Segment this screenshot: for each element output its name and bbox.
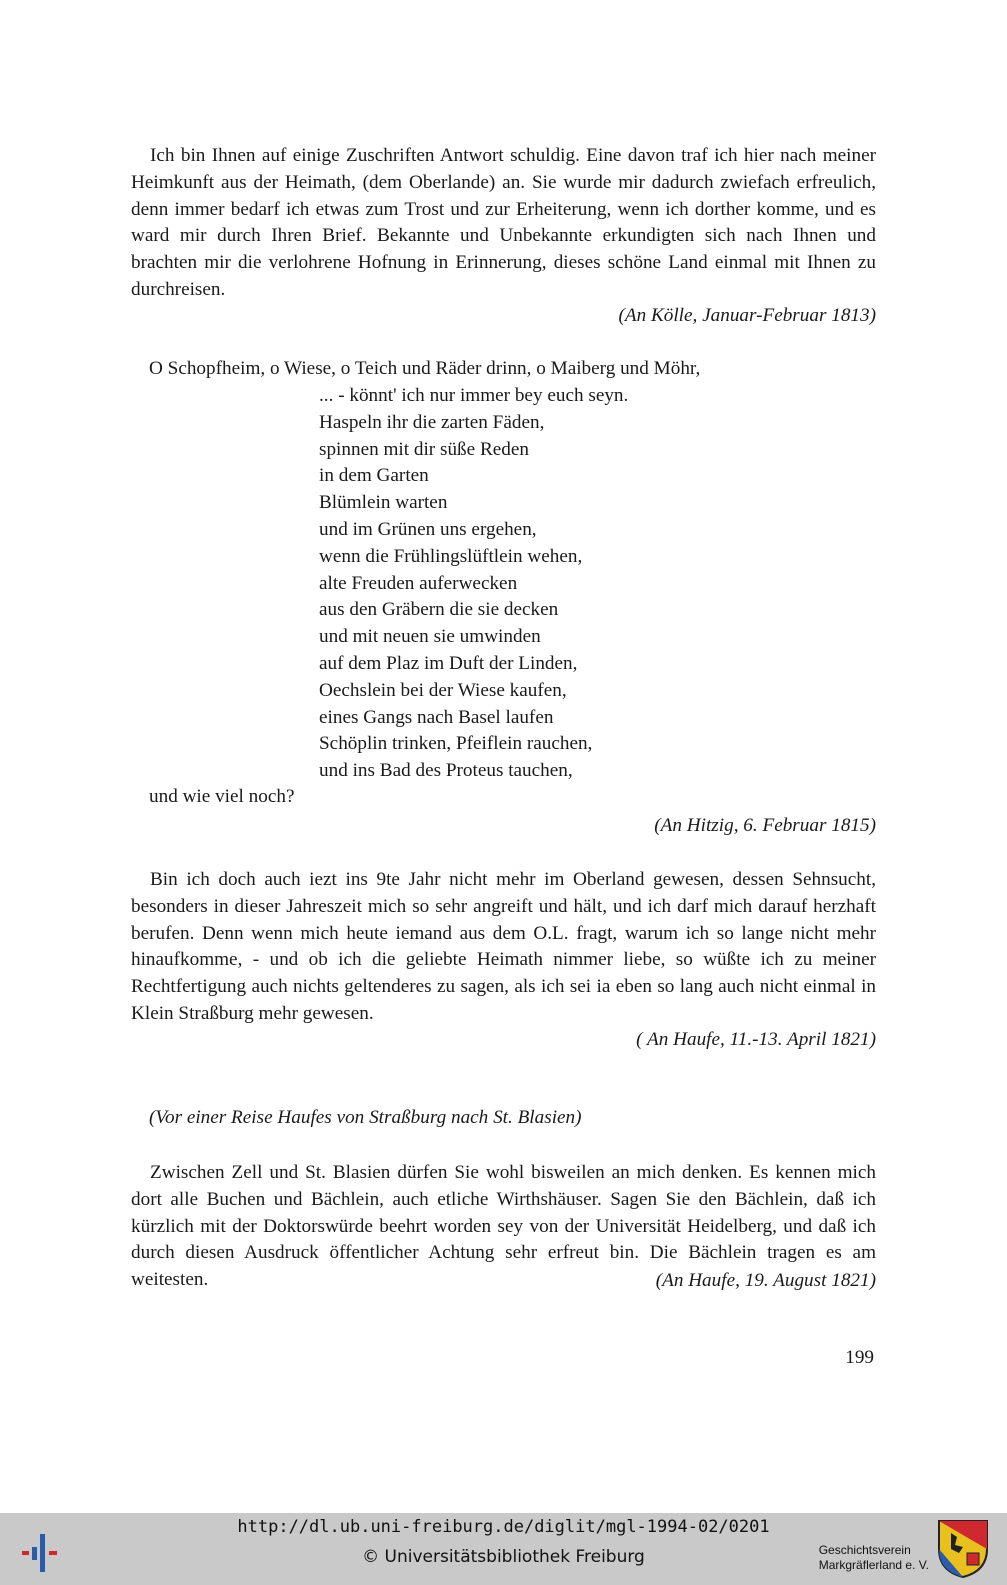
poem-verse-line: und im Grünen uns ergehen,	[319, 519, 537, 540]
poem-verse-line: spinnen mit dir süße Reden	[319, 438, 529, 460]
poem-closing-line: und wie viel noch?	[149, 786, 295, 807]
footer-copyright: © Universitätsbibliothek Freiburg	[362, 1547, 645, 1567]
section-heading: (Vor einer Reise Haufes von Straßburg nach St. Blasien)	[149, 1107, 582, 1128]
poem-verse-line: Blümlein warten	[319, 492, 448, 514]
footer-org-name	[819, 1543, 929, 1573]
letter-paragraph-haufe-august: Zwischen Zell und St. Blasien dürfen Sie wohl bisweilen an mich denken. Es kennen mich dort alle Buchen und Bächlein, auch etliche Wirthshäuser. Sagen Sie den Bächlein, daß ich kürzlich mit der Doktorswürde beehrt worden sey von der Universität Heidelberg, und daß ich durch diesen Ausdruck öffentlicher Achtung sehr erfreut bin. Die Bächlein tragen es am weitesten.	[131, 1162, 876, 1291]
source-citation-haufe-august: (An Haufe, 19. August 1821)	[655, 1270, 876, 1291]
letter-paragraph-kolle: Ich bin Ihnen auf einige Zuschriften Antwort schuldig. Eine davon traf ich hier nach meiner Heimkunft aus der Heimath, (dem Oberlande) an. Sie wurde mir dadurch zwiefach erfreulich, denn immer bedarf ich etwas zum Trost und zur Erheiterung, wenn ich dorther komme, und es ward mir durch Ihren Brief. Bekannte und Unbekannte erkundigten sich nach Ihnen und brachten mir die verlohrene Hofnung in Erinnerung, dieses schöne Land einmal mit Ihnen zu durchreisen.	[131, 145, 876, 300]
coat-of-arms-icon	[937, 1519, 989, 1579]
poem-verse-line: in dem Garten	[319, 465, 429, 487]
poem-verse-line: Haspeln ihr die zarten Fäden,	[319, 411, 545, 433]
poem-verse-line: eines Gangs nach Basel laufen	[319, 706, 554, 728]
footer-org-line2: Markgräflerland e. V.	[818, 1558, 929, 1572]
poem-verse-line: und mit neuen sie umwinden	[319, 626, 541, 648]
poem-verse-line: Schöplin trinken, Pfeiflein rauchen,	[319, 733, 593, 755]
page-number: 199	[845, 1347, 874, 1368]
source-citation-kolle: (An Kölle, Januar-Februar 1813)	[618, 305, 876, 326]
poem-opening-line: O Schopfheim, o Wiese, o Teich und Räder drinn, o Maiberg und Möhr,	[149, 358, 701, 379]
poem-verse-line: und ins Bad des Proteus tauchen,	[319, 760, 573, 782]
footer-org-line1: Geschichtsverein	[818, 1543, 911, 1557]
footer-url-link[interactable]: http://dl.ub.uni-freiburg.de/diglit/mgl-1994-02/0201	[237, 1517, 770, 1537]
poem-verse-line: ... - könnt' ich nur immer bey euch seyn.	[319, 385, 629, 406]
source-citation-hitzig: (An Hitzig, 6. Februar 1815)	[654, 815, 876, 836]
source-citation-haufe-april: ( An Haufe, 11.-13. April 1821)	[636, 1029, 876, 1050]
poem-verse-line: alte Freuden auferwecken	[319, 572, 518, 594]
letter-paragraph-haufe-april: Bin ich doch auch iezt ins 9te Jahr nicht mehr im Oberland gewesen, dessen Sehnsucht, besonders in dieser Jahreszeit mich so sehr angreift und hält, und ich darf mich darauf herzhaft berufen. Denn wenn mich heute iemand aus dem O.L. fragt, warum ich so lange nicht mehr hinaufkomme, - und ob ich die geliebte Heimath nimmer liebe, so wüßte ich zu meiner Rechtfertigung auch nichts geltenderes zu sagen, als ich sei ia eben so lang auch nicht einmal in Klein Straßburg mehr gewesen.	[131, 869, 876, 1024]
poem-verse-line: Oechslein bei der Wiese kaufen,	[319, 679, 567, 701]
poem-verse-line: aus den Gräbern die sie decken	[319, 599, 559, 621]
poem-verse-line: auf dem Plaz im Duft der Linden,	[319, 653, 578, 674]
poem-verse-line: wenn die Frühlingslüftlein wehen,	[319, 545, 583, 567]
footer-bar	[0, 1513, 1007, 1585]
